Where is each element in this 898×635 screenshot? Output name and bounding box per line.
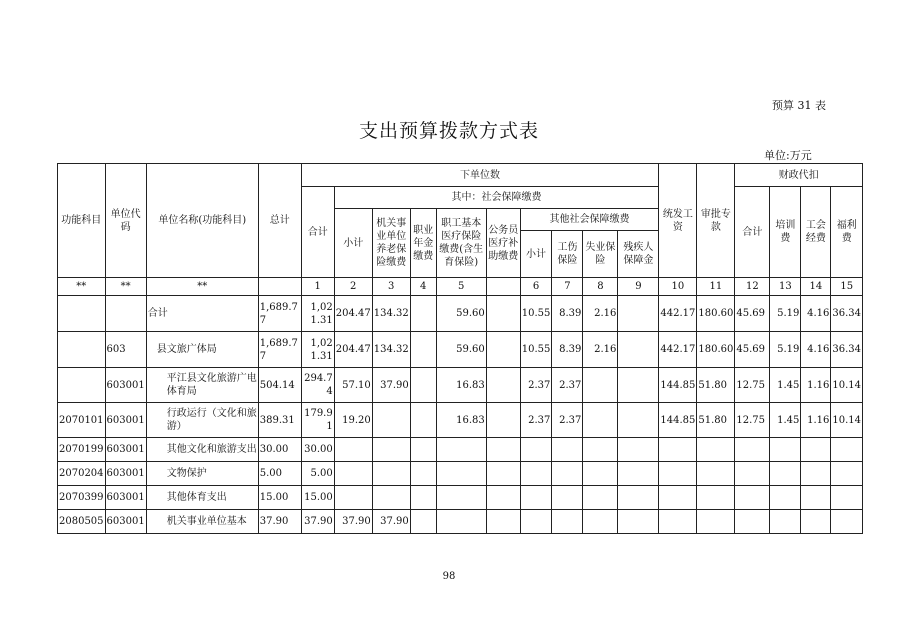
index-cell: 10	[659, 278, 697, 296]
total-cell: 389.31	[258, 403, 301, 438]
heji-cell: 15.00	[301, 486, 334, 510]
unemployment-cell	[583, 510, 618, 534]
training-cell: 5.19	[770, 296, 801, 332]
index-cell: 13	[770, 278, 801, 296]
union-cell	[801, 510, 831, 534]
code-cell: 2070101	[58, 403, 106, 438]
header-annuity: 职业年金缴费	[410, 209, 436, 278]
index-cell: 2	[334, 278, 372, 296]
table-row	[58, 368, 863, 403]
header-heji: 合计	[301, 187, 334, 278]
header-unemployment: 失业保险	[583, 231, 618, 278]
unemployment-cell	[583, 462, 618, 486]
unit-code-cell: 603001	[105, 403, 146, 438]
index-cell: 9	[618, 278, 659, 296]
index-cell: 1	[301, 278, 334, 296]
index-cell: **	[146, 278, 258, 296]
header-total: 总计	[258, 164, 301, 278]
index-cell	[258, 278, 301, 296]
other-xiaoji-cell: 10.55	[520, 296, 552, 332]
training-cell	[770, 510, 801, 534]
unit-code-cell: 603001	[105, 438, 146, 462]
fd-heji-cell	[735, 510, 770, 534]
disability-cell	[618, 296, 659, 332]
injury-cell	[552, 438, 583, 462]
code-cell	[58, 332, 106, 368]
training-cell: 1.45	[770, 403, 801, 438]
index-cell: 3	[372, 278, 410, 296]
pension-cell	[372, 438, 410, 462]
unit-name-cell: 文物保护	[146, 462, 258, 486]
injury-cell: 2.37	[552, 403, 583, 438]
heji-cell: 37.90	[301, 510, 334, 534]
medical-cell: 16.83	[436, 368, 486, 403]
header-medical: 职工基本医疗保险缴费(含生育保险)	[436, 209, 486, 278]
injury-cell: 2.37	[552, 368, 583, 403]
fd-heji-cell: 12.75	[735, 403, 770, 438]
special-approval-cell	[697, 462, 735, 486]
header-of-which-social: 其中：社会保障缴费	[334, 187, 659, 209]
unit-name-cell: 其他体育支出	[146, 486, 258, 510]
union-cell: 1.16	[801, 368, 831, 403]
header-disability: 残疾人保障金	[618, 231, 659, 278]
unit-name-cell: 合计	[146, 296, 258, 332]
index-cell: 6	[520, 278, 552, 296]
special-approval-cell	[697, 438, 735, 462]
union-cell	[801, 462, 831, 486]
index-cell	[486, 278, 520, 296]
annuity-cell	[410, 332, 436, 368]
unified-wage-cell	[659, 462, 697, 486]
special-approval-cell: 51.80	[697, 403, 735, 438]
special-approval-cell	[697, 510, 735, 534]
welfare-cell: 36.34	[831, 296, 863, 332]
unit-name-cell: 平江县文化旅游广电体育局	[146, 368, 258, 403]
heji-cell: 294.74	[301, 368, 334, 403]
special-approval-cell: 51.80	[697, 368, 735, 403]
total-cell: 30.00	[258, 438, 301, 462]
civil-servant-cell	[486, 368, 520, 403]
fd-heji-cell: 12.75	[735, 368, 770, 403]
unified-wage-cell: 442.17	[659, 296, 697, 332]
xiaoji-cell: 57.10	[334, 368, 372, 403]
header-other-social: 其他社会保障缴费	[520, 209, 659, 231]
index-cell: 14	[801, 278, 831, 296]
header-pension: 机关事业单位养老保险缴费	[372, 209, 410, 278]
table-row	[58, 462, 863, 486]
disability-cell	[618, 403, 659, 438]
index-cell: 12	[735, 278, 770, 296]
header-func-subject: 功能科目	[58, 164, 106, 278]
medical-cell: 16.83	[436, 403, 486, 438]
injury-cell	[552, 510, 583, 534]
header-unified-wage: 统发工资	[659, 164, 697, 278]
page-title: 支出预算拨款方式表	[358, 120, 539, 142]
header-unit-code: 单位代码	[105, 164, 146, 278]
civil-servant-cell	[486, 403, 520, 438]
index-cell: 15	[831, 278, 863, 296]
civil-servant-cell	[486, 438, 520, 462]
annuity-cell	[410, 486, 436, 510]
total-cell: 5.00	[258, 462, 301, 486]
welfare-cell: 36.34	[831, 332, 863, 368]
injury-cell	[552, 486, 583, 510]
injury-cell	[552, 462, 583, 486]
welfare-cell	[831, 486, 863, 510]
unit-code-cell: 603001	[105, 510, 146, 534]
welfare-cell	[831, 462, 863, 486]
pension-cell	[372, 462, 410, 486]
header-other-xiaoji: 小计	[520, 231, 552, 278]
annuity-cell	[410, 296, 436, 332]
xiaoji-cell	[334, 486, 372, 510]
heji-cell: 5.00	[301, 462, 334, 486]
unified-wage-cell	[659, 486, 697, 510]
xiaoji-cell: 37.90	[334, 510, 372, 534]
table-row	[58, 438, 863, 462]
unemployment-cell: 2.16	[583, 332, 618, 368]
unified-wage-cell	[659, 438, 697, 462]
code-cell: 2070199	[58, 438, 106, 462]
index-row	[58, 278, 863, 296]
disability-cell	[618, 510, 659, 534]
union-cell: 1.16	[801, 403, 831, 438]
total-cell: 504.14	[258, 368, 301, 403]
civil-servant-cell	[486, 486, 520, 510]
annuity-cell	[410, 510, 436, 534]
code-cell	[58, 296, 106, 332]
other-xiaoji-cell	[520, 462, 552, 486]
pension-cell: 134.32	[372, 332, 410, 368]
xiaoji-cell	[334, 462, 372, 486]
special-approval-cell	[697, 486, 735, 510]
table-row	[58, 403, 863, 438]
medical-cell	[436, 462, 486, 486]
header-civil-servant: 公务员医疗补助缴费	[486, 209, 520, 278]
unified-wage-cell: 144.85	[659, 403, 697, 438]
header-unit-name: 单位名称(功能科目)	[146, 164, 258, 278]
annuity-cell	[410, 403, 436, 438]
pension-cell: 37.90	[372, 368, 410, 403]
heji-cell: 1,021.31	[301, 296, 334, 332]
index-cell: 5	[436, 278, 486, 296]
page-number: 98	[442, 571, 456, 582]
header-finance-deduct: 财政代扣	[735, 164, 863, 187]
fd-heji-cell: 45.69	[735, 296, 770, 332]
civil-servant-cell	[486, 510, 520, 534]
civil-servant-cell	[486, 462, 520, 486]
table-row	[58, 296, 863, 332]
union-cell: 4.16	[801, 332, 831, 368]
unemployment-cell	[583, 368, 618, 403]
other-xiaoji-cell: 10.55	[520, 332, 552, 368]
welfare-cell: 10.14	[831, 403, 863, 438]
expenditure-table	[57, 163, 863, 534]
unit-code-cell	[105, 296, 146, 332]
union-cell	[801, 438, 831, 462]
other-xiaoji-cell: 2.37	[520, 403, 552, 438]
injury-cell: 8.39	[552, 296, 583, 332]
special-approval-cell: 180.60	[697, 296, 735, 332]
unit-code-cell: 603001	[105, 486, 146, 510]
header-fd-heji: 合计	[735, 187, 770, 278]
other-xiaoji-cell	[520, 438, 552, 462]
heji-cell: 30.00	[301, 438, 334, 462]
heji-cell: 1,021.31	[301, 332, 334, 368]
annuity-cell	[410, 438, 436, 462]
pension-cell	[372, 486, 410, 510]
code-cell: 2070204	[58, 462, 106, 486]
unit-label: 单位:万元	[764, 149, 812, 162]
medical-cell	[436, 510, 486, 534]
unified-wage-cell: 442.17	[659, 332, 697, 368]
table-row	[58, 332, 863, 368]
code-cell: 2080505	[58, 510, 106, 534]
medical-cell	[436, 486, 486, 510]
disability-cell	[618, 462, 659, 486]
unit-code-cell: 603	[105, 332, 146, 368]
fd-heji-cell: 45.69	[735, 332, 770, 368]
pension-cell: 37.90	[372, 510, 410, 534]
unit-code-cell: 603001	[105, 368, 146, 403]
unit-name-cell: 机关事业单位基本	[146, 510, 258, 534]
training-cell	[770, 486, 801, 510]
total-cell: 15.00	[258, 486, 301, 510]
index-cell: 7	[552, 278, 583, 296]
civil-servant-cell	[486, 296, 520, 332]
training-cell	[770, 462, 801, 486]
annuity-cell	[410, 462, 436, 486]
code-cell: 2070399	[58, 486, 106, 510]
header-injury: 工伤保险	[552, 231, 583, 278]
index-cell: 4	[410, 278, 436, 296]
disability-cell	[618, 486, 659, 510]
header-union: 工会经费	[801, 187, 831, 278]
unified-wage-cell: 144.85	[659, 368, 697, 403]
total-cell: 1,689.77	[258, 332, 301, 368]
header-xiaoji: 小计	[334, 209, 372, 278]
unemployment-cell: 2.16	[583, 296, 618, 332]
special-approval-cell: 180.60	[697, 332, 735, 368]
disability-cell	[618, 438, 659, 462]
unit-name-cell: 行政运行（文化和旅游）	[146, 403, 258, 438]
index-cell: 8	[583, 278, 618, 296]
fd-heji-cell	[735, 438, 770, 462]
header-special-approval: 审批专款	[697, 164, 735, 278]
index-cell: 11	[697, 278, 735, 296]
fd-heji-cell	[735, 462, 770, 486]
xiaoji-cell: 204.47	[334, 296, 372, 332]
header-lower-unit: 下单位数	[301, 164, 659, 187]
total-cell: 37.90	[258, 510, 301, 534]
welfare-cell	[831, 438, 863, 462]
training-cell	[770, 438, 801, 462]
index-cell: **	[58, 278, 106, 296]
fd-heji-cell	[735, 486, 770, 510]
training-cell: 1.45	[770, 368, 801, 403]
total-cell: 1,689.77	[258, 296, 301, 332]
annuity-cell	[410, 368, 436, 403]
welfare-cell	[831, 510, 863, 534]
pension-cell	[372, 403, 410, 438]
table-row	[58, 510, 863, 534]
unit-name-cell: 县文旅广体局	[146, 332, 258, 368]
heji-cell: 179.91	[301, 403, 334, 438]
form-number: 预算 31 表	[772, 99, 826, 112]
xiaoji-cell: 19.20	[334, 403, 372, 438]
union-cell: 4.16	[801, 296, 831, 332]
welfare-cell: 10.14	[831, 368, 863, 403]
other-xiaoji-cell: 2.37	[520, 368, 552, 403]
other-xiaoji-cell	[520, 510, 552, 534]
header-training: 培训费	[770, 187, 801, 278]
disability-cell	[618, 332, 659, 368]
unified-wage-cell	[659, 510, 697, 534]
disability-cell	[618, 368, 659, 403]
xiaoji-cell	[334, 438, 372, 462]
unemployment-cell	[583, 438, 618, 462]
code-cell	[58, 368, 106, 403]
medical-cell	[436, 438, 486, 462]
header-welfare: 福利费	[831, 187, 863, 278]
unemployment-cell	[583, 486, 618, 510]
table-row	[58, 486, 863, 510]
medical-cell: 59.60	[436, 296, 486, 332]
unit-code-cell: 603001	[105, 462, 146, 486]
index-cell: **	[105, 278, 146, 296]
union-cell	[801, 486, 831, 510]
medical-cell: 59.60	[436, 332, 486, 368]
unit-name-cell: 其他文化和旅游支出	[146, 438, 258, 462]
training-cell: 5.19	[770, 332, 801, 368]
pension-cell: 134.32	[372, 296, 410, 332]
other-xiaoji-cell	[520, 486, 552, 510]
unemployment-cell	[583, 403, 618, 438]
injury-cell: 8.39	[552, 332, 583, 368]
xiaoji-cell: 204.47	[334, 332, 372, 368]
civil-servant-cell	[486, 332, 520, 368]
